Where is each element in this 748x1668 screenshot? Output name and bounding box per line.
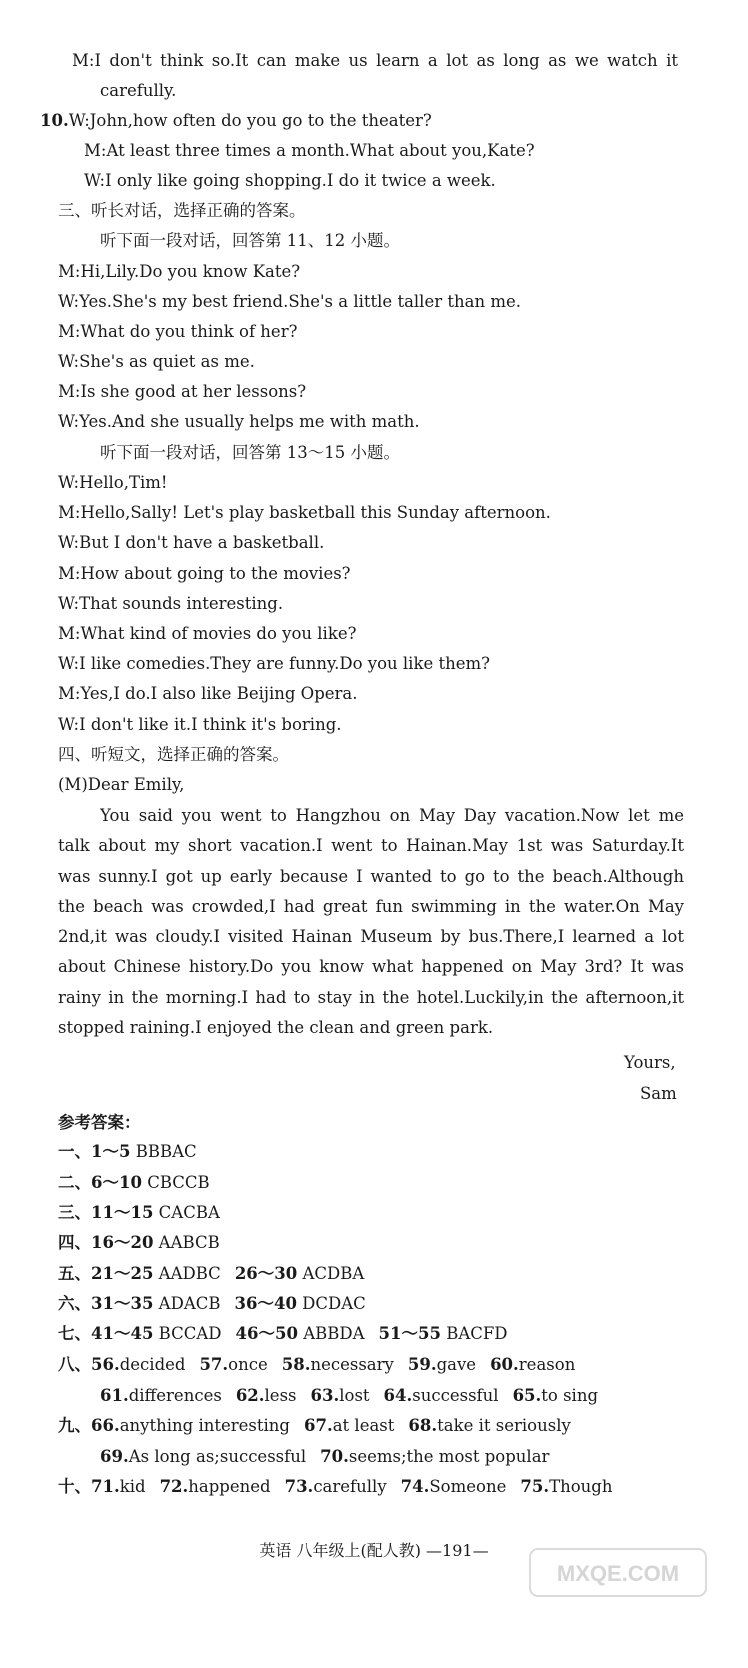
answer-value: necessary [310, 1355, 394, 1374]
answers-title: 参考答案： [58, 1113, 141, 1132]
text-line [58, 987, 684, 1009]
line-text: M:What do you think of her? [58, 322, 298, 341]
answer-number: 八、56. [58, 1355, 120, 1374]
line-text: M:I don't think so.It can make us learn a lot as long as we watch it [72, 51, 678, 70]
answer-value: DCDAC [296, 1294, 366, 1313]
answer-number: 63. [310, 1386, 340, 1405]
line-text: 三、听长对话，选择正确的答案。 [58, 201, 306, 220]
text-line [58, 321, 297, 343]
page-footer: 英语 八年级上(配人教) —191— [259, 1541, 489, 1560]
answer-number: 67. [304, 1416, 333, 1435]
text-line [58, 411, 420, 433]
answer-value: less [264, 1386, 297, 1405]
answer-value: happened [188, 1477, 271, 1496]
line-text: M:Is she good at her lessons? [58, 382, 307, 401]
text-line [84, 140, 535, 162]
answer-line [100, 1446, 549, 1468]
answer-value: Though [549, 1477, 613, 1496]
answer-number: 58. [281, 1355, 311, 1374]
answer-number: 57. [199, 1355, 229, 1374]
text-line [58, 381, 306, 403]
answer-number: 73. [284, 1477, 314, 1496]
text-line [58, 926, 684, 948]
text-line [58, 593, 283, 615]
line-text: carefully. [100, 81, 177, 100]
answer-value: BCCAD [153, 1324, 222, 1343]
text-line [58, 291, 521, 313]
text-line [58, 774, 184, 796]
text-line [100, 442, 400, 464]
text-line [58, 714, 342, 736]
line-text: You said you went to Hangzhou on May Day vacation.Now let me [100, 806, 684, 825]
line-text: M:Hi,Lily.Do you know Kate? [58, 262, 301, 281]
answer-value: BACFD [440, 1324, 508, 1343]
answer-value: lost [339, 1386, 370, 1405]
answer-value: BBBAC [130, 1142, 197, 1161]
answer-number: 68. [408, 1416, 438, 1435]
answer-number: 60. [490, 1355, 519, 1374]
answer-value: ADACB [153, 1294, 221, 1313]
line-text: W:Yes.And she usually helps me with math. [58, 412, 420, 431]
answer-line [58, 1141, 197, 1163]
answer-value: differences [128, 1386, 222, 1405]
answer-value: As long as;successful [128, 1447, 307, 1466]
line-text: 2nd,it was cloudy.I visited Hainan Museum by bus.There,I learned a lot [58, 927, 684, 946]
answer-number: 72. [159, 1477, 189, 1496]
answer-value: kid [119, 1477, 146, 1496]
answer-number: 70. [320, 1447, 349, 1466]
answer-number: 六、31～35 [58, 1294, 154, 1313]
line-text: M:At least three times a month.What about you,Kate? [84, 141, 535, 160]
text-line [640, 1083, 677, 1105]
answer-number: 59. [407, 1355, 437, 1374]
text-line [100, 80, 176, 102]
answer-value: Someone [429, 1477, 507, 1496]
answer-value: ACDBA [297, 1264, 365, 1283]
line-text: about Chinese history.Do you know what happened on May 3rd? It was [58, 957, 684, 976]
answer-value: carefully [313, 1477, 387, 1496]
text-line [58, 744, 289, 766]
text-line [58, 351, 255, 373]
watermark-text: MXQE.COM [556, 1561, 680, 1586]
line-text: talk about my short vacation.I went to Hainan.May 1st was Saturday.It [58, 836, 684, 855]
line-text: W:That sounds interesting. [58, 594, 284, 613]
answer-number: 61. [100, 1386, 129, 1405]
line-text: W:But I don't have a basketball. [58, 533, 325, 552]
text-line [100, 230, 400, 252]
text-line [58, 200, 306, 222]
answer-line [58, 1172, 210, 1194]
answer-value: take it seriously [437, 1416, 571, 1435]
line-text: Sam [640, 1084, 677, 1103]
answer-number: 75. [520, 1477, 550, 1496]
line-text: was sunny.I got up early because I wanted to go to the beach.Although [58, 867, 684, 886]
answer-value: AABCB [153, 1233, 220, 1252]
answer-number: 三、11～15 [58, 1203, 154, 1222]
text-line [58, 563, 351, 585]
answer-value: seems;the most popular [348, 1447, 550, 1466]
answer-line [58, 1415, 571, 1437]
text-line [58, 623, 356, 645]
line-text: W:I don't like it.I think it's boring. [58, 715, 342, 734]
line-text: W:John,how often do you go to the theater? [68, 111, 432, 130]
answer-value: at least [332, 1416, 395, 1435]
answer-line [58, 1263, 364, 1285]
text-line [624, 1052, 676, 1074]
line-text: M:How about going to the movies? [58, 564, 351, 583]
line-text: W:I only like going shopping.I do it twice a week. [84, 171, 496, 190]
text-line [58, 653, 490, 675]
answer-line [58, 1354, 575, 1376]
text-line [58, 261, 300, 283]
line-text: M:Hello,Sally! Let's play basketball this Sunday afternoon. [58, 503, 551, 522]
answer-number: 74. [400, 1477, 430, 1496]
answer-line [100, 1385, 598, 1407]
text-line [40, 110, 432, 132]
answer-number: 七、41～45 [58, 1324, 154, 1343]
answer-number: 一、1～5 [58, 1142, 131, 1161]
text-line [58, 956, 684, 978]
text-line [72, 50, 678, 72]
answer-line [58, 1232, 220, 1254]
answer-value: reason [518, 1355, 576, 1374]
answer-value: anything interesting [119, 1416, 290, 1435]
answer-line [58, 1476, 612, 1498]
answer-number: 26～30 [234, 1264, 298, 1283]
text-line [58, 896, 684, 918]
answer-number: 二、6～10 [58, 1173, 142, 1192]
line-text: W:I like comedies.They are funny.Do you like them? [58, 654, 490, 673]
answer-number: 64. [383, 1386, 413, 1405]
line-text: rainy in the morning.I had to stay in the hotel.Luckily,in the afternoon,it [58, 988, 684, 1007]
answer-number: 69. [100, 1447, 129, 1466]
line-text: stopped raining.I enjoyed the clean and green park. [58, 1018, 494, 1037]
line-text: (M)Dear Emily, [58, 775, 185, 794]
answer-line [58, 1323, 508, 1345]
line-text: the beach was crowded,I had great fun swimming in the water.On May [58, 897, 684, 916]
line-text: W:Hello,Tim! [58, 473, 168, 492]
answer-value: once [228, 1355, 268, 1374]
answer-number: 九、66. [58, 1416, 120, 1435]
text-line [58, 835, 684, 857]
text-line [84, 170, 496, 192]
answer-number: 36～40 [234, 1294, 297, 1313]
line-text: 听下面一段对话，回答第 11、12 小题。 [100, 231, 400, 250]
answer-number: 五、21～25 [58, 1264, 154, 1283]
answer-line [58, 1293, 366, 1315]
answer-value: successful [412, 1386, 499, 1405]
answer-value: gave [436, 1355, 477, 1374]
text-line [58, 866, 684, 888]
text-line [58, 532, 324, 554]
text-line [58, 502, 551, 524]
answer-line [58, 1202, 220, 1224]
answer-value: CBCCB [141, 1173, 210, 1192]
text-line [58, 472, 168, 494]
answer-value: ABBDA [297, 1324, 365, 1343]
answer-number: 65. [512, 1386, 542, 1405]
text-line [58, 683, 358, 705]
line-text: W:Yes.She's my best friend.She's a little taller than me. [58, 292, 521, 311]
answer-number: 四、16～20 [58, 1233, 154, 1252]
answer-number: 62. [235, 1386, 265, 1405]
answer-number: 51～55 [378, 1324, 441, 1343]
answer-value: AADBC [153, 1264, 221, 1283]
answer-number: 46～50 [235, 1324, 298, 1343]
text-line [100, 805, 684, 827]
question-number: 10. [40, 111, 69, 130]
line-text: Yours, [624, 1053, 676, 1072]
answer-value: decided [119, 1355, 186, 1374]
line-text: M:What kind of movies do you like? [58, 624, 357, 643]
watermark-logo [528, 1545, 708, 1600]
answer-value: CACBA [153, 1203, 220, 1222]
answer-value: to sing [541, 1386, 599, 1405]
line-text: M:Yes,I do.I also like Beijing Opera. [58, 684, 358, 703]
text-line [58, 1017, 493, 1039]
line-text: 听下面一段对话，回答第 13～15 小题。 [100, 443, 400, 462]
answer-number: 十、71. [58, 1477, 120, 1496]
line-text: W:She's as quiet as me. [58, 352, 255, 371]
line-text: 四、听短文，选择正确的答案。 [58, 745, 289, 764]
